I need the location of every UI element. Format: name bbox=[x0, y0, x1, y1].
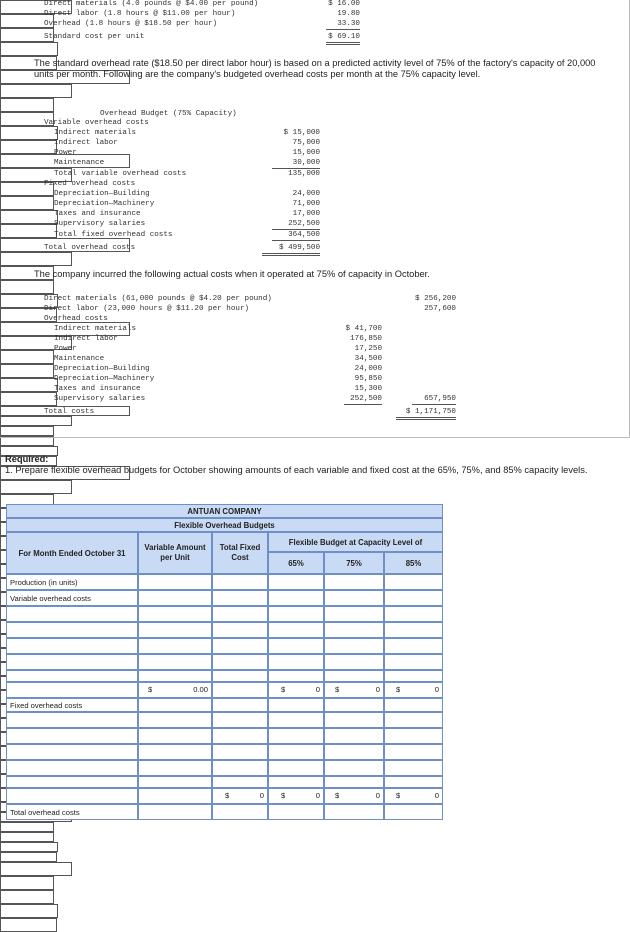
amount-input[interactable] bbox=[0, 822, 54, 832]
table-cell bbox=[384, 698, 443, 712]
table-cell bbox=[268, 638, 324, 654]
dollar-sign: $ bbox=[281, 685, 286, 694]
ob-var-item: Indirect labor bbox=[54, 139, 118, 147]
ob-title: Overhead Budget (75% Capacity) bbox=[100, 110, 237, 118]
table-cell bbox=[138, 788, 212, 804]
table-cell bbox=[268, 760, 324, 776]
table-cell bbox=[268, 654, 324, 670]
table-cell bbox=[384, 590, 443, 606]
ac-item: Indirect labor bbox=[54, 335, 118, 343]
ac-item: Depreciation—Building bbox=[54, 365, 150, 373]
ac-amount: 95,850 bbox=[354, 375, 382, 383]
ob-var-item: Maintenance bbox=[54, 159, 105, 167]
ob-fixed-item: Depreciation—Machinery bbox=[54, 200, 155, 208]
dollar-sign: $ bbox=[148, 685, 153, 694]
table-cell bbox=[384, 670, 443, 682]
col-header-85: 85% bbox=[384, 552, 443, 574]
ob-var-amount: 75,000 bbox=[292, 139, 320, 147]
production-row-label: Production (in units) bbox=[10, 578, 78, 587]
fixed-total-75: 0 bbox=[375, 791, 380, 800]
table-cell bbox=[324, 728, 384, 744]
table-cell bbox=[6, 712, 138, 728]
ob-var-total: 135,000 bbox=[288, 170, 320, 178]
ac-overhead-header: Overhead costs bbox=[44, 315, 108, 323]
table-cell bbox=[6, 776, 138, 788]
paragraph-overhead-rate: The standard overhead rate ($18.50 per direct labor hour) is based on a predicted activity level of 75% of the factory's capacity of 20,000 units per month. Following are the company's budgeted overhead costs per month at the 75% capacity level. bbox=[34, 58, 596, 79]
table-cell bbox=[138, 776, 212, 788]
ob-fixed-item: Depreciation—Building bbox=[54, 190, 150, 198]
table-cell bbox=[384, 622, 443, 638]
table-cell bbox=[212, 698, 268, 712]
table-cell bbox=[212, 606, 268, 622]
ac-dm-label: Direct materials (61,000 pounds @ $4.20 per pound) bbox=[44, 295, 272, 303]
table-cell bbox=[324, 760, 384, 776]
ob-fixed-amount: 252,500 bbox=[272, 219, 320, 230]
table-cell bbox=[324, 698, 384, 712]
table-cell bbox=[138, 622, 212, 638]
table-cell bbox=[268, 606, 324, 622]
ac-item: Maintenance bbox=[54, 355, 105, 363]
fixed-total-fixed: 0 bbox=[259, 791, 264, 800]
table-cell bbox=[268, 622, 324, 638]
table-cell bbox=[268, 670, 324, 682]
dollar-sign: $ bbox=[396, 791, 401, 800]
table-cell bbox=[6, 654, 138, 670]
ac-item: Supervisory salaries bbox=[54, 395, 146, 403]
table-cell bbox=[6, 760, 138, 776]
amount-input[interactable] bbox=[0, 876, 54, 890]
table-cell bbox=[324, 622, 384, 638]
ac-total-amount: $ 1,171,750 bbox=[396, 407, 456, 420]
col-header-month: For Month Ended October 31 bbox=[6, 532, 138, 574]
amount-input[interactable] bbox=[0, 832, 54, 842]
std-oh-label: Overhead (1.8 hours @ $18.50 per hour) bbox=[44, 20, 218, 28]
table-cell bbox=[6, 574, 138, 590]
table-cell bbox=[138, 606, 212, 622]
ob-grand-total: $ 499,500 bbox=[262, 243, 320, 256]
amount-input[interactable] bbox=[0, 862, 72, 876]
required-heading: Required: bbox=[5, 454, 49, 464]
table-cell bbox=[212, 670, 268, 682]
amount-input[interactable] bbox=[0, 842, 58, 852]
table-cell bbox=[212, 638, 268, 654]
table-cell bbox=[324, 590, 384, 606]
table-cell bbox=[268, 744, 324, 760]
table-cell bbox=[268, 574, 324, 590]
paragraph-actual-costs: The company incurred the following actual costs when it operated at 75% of capacity in October. bbox=[34, 269, 430, 279]
ac-amount: $ 41,700 bbox=[345, 325, 382, 333]
ac-dm-amount: $ 256,200 bbox=[414, 295, 456, 303]
table-cell bbox=[212, 744, 268, 760]
table-cell bbox=[138, 744, 212, 760]
dollar-sign: $ bbox=[396, 685, 401, 694]
amount-input[interactable] bbox=[0, 852, 57, 862]
table-cell bbox=[268, 712, 324, 728]
ob-var-item: Indirect materials bbox=[54, 129, 137, 137]
table-cell bbox=[324, 744, 384, 760]
table-cell bbox=[138, 804, 212, 820]
amount-input[interactable] bbox=[0, 890, 54, 904]
ac-amount: 252,500 bbox=[344, 394, 382, 405]
table-cell bbox=[384, 574, 443, 590]
table-cell bbox=[324, 776, 384, 788]
col-header-65: 65% bbox=[268, 552, 324, 574]
table-cell bbox=[6, 698, 138, 712]
ob-grand-total-label: Total overhead costs bbox=[44, 244, 136, 252]
table-cell bbox=[6, 788, 138, 804]
amount-input[interactable] bbox=[0, 918, 57, 932]
ob-fixed-total-label: Total fixed overhead costs bbox=[54, 231, 173, 239]
ac-overhead-total: 657,950 bbox=[412, 394, 456, 405]
ac-item: Taxes and insurance bbox=[54, 385, 141, 393]
ac-amount: 15,300 bbox=[354, 385, 382, 393]
ac-dl-amount: 257,600 bbox=[424, 305, 456, 313]
table-cell bbox=[384, 638, 443, 654]
table-cell bbox=[324, 574, 384, 590]
ob-variable-header: Variable overhead costs bbox=[44, 119, 149, 127]
table-cell bbox=[212, 760, 268, 776]
table-company-name: ANTUAN COMPANY bbox=[6, 504, 443, 518]
variable-rate-total: 0.00 bbox=[193, 685, 208, 694]
col-header-total-fixed: Total Fixed Cost bbox=[212, 532, 268, 574]
table-cell bbox=[212, 712, 268, 728]
table-cell bbox=[212, 804, 268, 820]
table-cell bbox=[384, 728, 443, 744]
std-dl-amount: 19.80 bbox=[337, 10, 360, 18]
std-total-amount: $ 69.10 bbox=[326, 32, 360, 45]
ac-amount: 24,000 bbox=[354, 365, 382, 373]
total-overhead-row-label: Total overhead costs bbox=[10, 808, 80, 817]
table-cell bbox=[6, 682, 138, 698]
ac-amount: 34,500 bbox=[354, 355, 382, 363]
ob-var-amount: 30,000 bbox=[272, 158, 320, 169]
ob-fixed-header: Fixed overhead costs bbox=[44, 180, 136, 188]
col-header-flexible-budget: Flexible Budget at Capacity Level of bbox=[268, 532, 443, 552]
table-cell bbox=[384, 606, 443, 622]
table-cell bbox=[6, 804, 138, 820]
table-cell bbox=[138, 712, 212, 728]
table-cell bbox=[268, 698, 324, 712]
table-cell bbox=[384, 804, 443, 820]
ob-fixed-item: Supervisory salaries bbox=[54, 220, 146, 228]
col-header-variable-amount: Variable Amount per Unit bbox=[138, 532, 212, 574]
table-cell bbox=[384, 776, 443, 788]
std-total-label: Standard cost per unit bbox=[44, 33, 145, 41]
amount-input[interactable] bbox=[0, 480, 72, 494]
table-cell bbox=[268, 728, 324, 744]
ob-fixed-total: 364,500 bbox=[272, 230, 320, 241]
table-cell bbox=[6, 606, 138, 622]
std-dm-label: Direct materials (4.0 pounds @ $4.00 per pound) bbox=[44, 0, 259, 8]
variable-total-85: 0 bbox=[434, 685, 439, 694]
table-cell bbox=[6, 728, 138, 744]
ob-var-item: Power bbox=[54, 149, 77, 157]
table-cell bbox=[212, 682, 268, 698]
table-cell bbox=[212, 574, 268, 590]
std-oh-amount: 33.30 bbox=[326, 19, 360, 30]
ob-fixed-amount: 17,000 bbox=[292, 210, 320, 218]
dollar-sign: $ bbox=[335, 685, 340, 694]
table-cell bbox=[138, 760, 212, 776]
table-cell bbox=[384, 654, 443, 670]
table-cell bbox=[212, 728, 268, 744]
table-cell bbox=[6, 744, 138, 760]
amount-input[interactable] bbox=[0, 904, 58, 918]
ob-fixed-amount: 24,000 bbox=[292, 190, 320, 198]
std-dl-label: Direct labor (1.8 hours @ $11.00 per hour) bbox=[44, 10, 236, 18]
table-cell bbox=[324, 638, 384, 654]
ob-var-amount: $ 15,000 bbox=[283, 129, 320, 137]
table-cell bbox=[324, 606, 384, 622]
table-cell bbox=[138, 638, 212, 654]
table-cell bbox=[138, 574, 212, 590]
ac-item: Indirect materials bbox=[54, 325, 137, 333]
table-cell bbox=[6, 638, 138, 654]
fixed-total-85: 0 bbox=[434, 791, 439, 800]
table-cell bbox=[212, 776, 268, 788]
table-cell bbox=[384, 760, 443, 776]
dollar-sign: $ bbox=[335, 791, 340, 800]
table-cell bbox=[268, 590, 324, 606]
ob-var-total-label: Total variable overhead costs bbox=[54, 170, 187, 178]
ac-item: Depreciation—Machinery bbox=[54, 375, 155, 383]
ac-total-label: Total costs bbox=[44, 408, 95, 416]
table-cell bbox=[138, 670, 212, 682]
fixed-total-65: 0 bbox=[315, 791, 320, 800]
variable-total-65: 0 bbox=[315, 685, 320, 694]
ac-amount: 176,850 bbox=[350, 335, 382, 343]
table-cell bbox=[324, 712, 384, 728]
table-cell bbox=[324, 804, 384, 820]
table-cell bbox=[268, 804, 324, 820]
table-cell bbox=[6, 670, 138, 682]
problem-statement-panel bbox=[0, 0, 630, 438]
ac-dl-label: Direct labor (23,000 hours @ $11.20 per hour) bbox=[44, 305, 250, 313]
table-cell bbox=[324, 654, 384, 670]
table-cell bbox=[6, 622, 138, 638]
table-cell bbox=[268, 776, 324, 788]
col-header-75: 75% bbox=[324, 552, 384, 574]
table-cell bbox=[212, 622, 268, 638]
table-cell bbox=[212, 590, 268, 606]
fixed-overhead-row-label: Fixed overhead costs bbox=[10, 701, 83, 710]
ac-amount: 17,250 bbox=[354, 345, 382, 353]
table-cell bbox=[384, 712, 443, 728]
table-cell bbox=[138, 654, 212, 670]
required-text: 1. Prepare flexible overhead budgets for October showing amounts of each variable and fixed cost at the 65%, 75%, and 85% capacity levels. bbox=[5, 465, 588, 475]
table-cell bbox=[324, 670, 384, 682]
table-cell bbox=[212, 654, 268, 670]
dollar-sign: $ bbox=[281, 791, 286, 800]
table-cell bbox=[138, 698, 212, 712]
table-subtitle: Flexible Overhead Budgets bbox=[6, 518, 443, 532]
ac-item: Power bbox=[54, 345, 77, 353]
dollar-sign: $ bbox=[225, 791, 230, 800]
ob-var-amount: 15,000 bbox=[292, 149, 320, 157]
variable-total-75: 0 bbox=[375, 685, 380, 694]
ob-fixed-item: Taxes and insurance bbox=[54, 210, 141, 218]
variable-overhead-row-label: Variable overhead costs bbox=[10, 594, 91, 603]
table-cell bbox=[138, 590, 212, 606]
table-cell bbox=[384, 744, 443, 760]
ob-fixed-amount: 71,000 bbox=[292, 200, 320, 208]
table-cell bbox=[6, 590, 138, 606]
std-dm-amount: $ 16.00 bbox=[328, 0, 360, 8]
table-cell bbox=[138, 728, 212, 744]
